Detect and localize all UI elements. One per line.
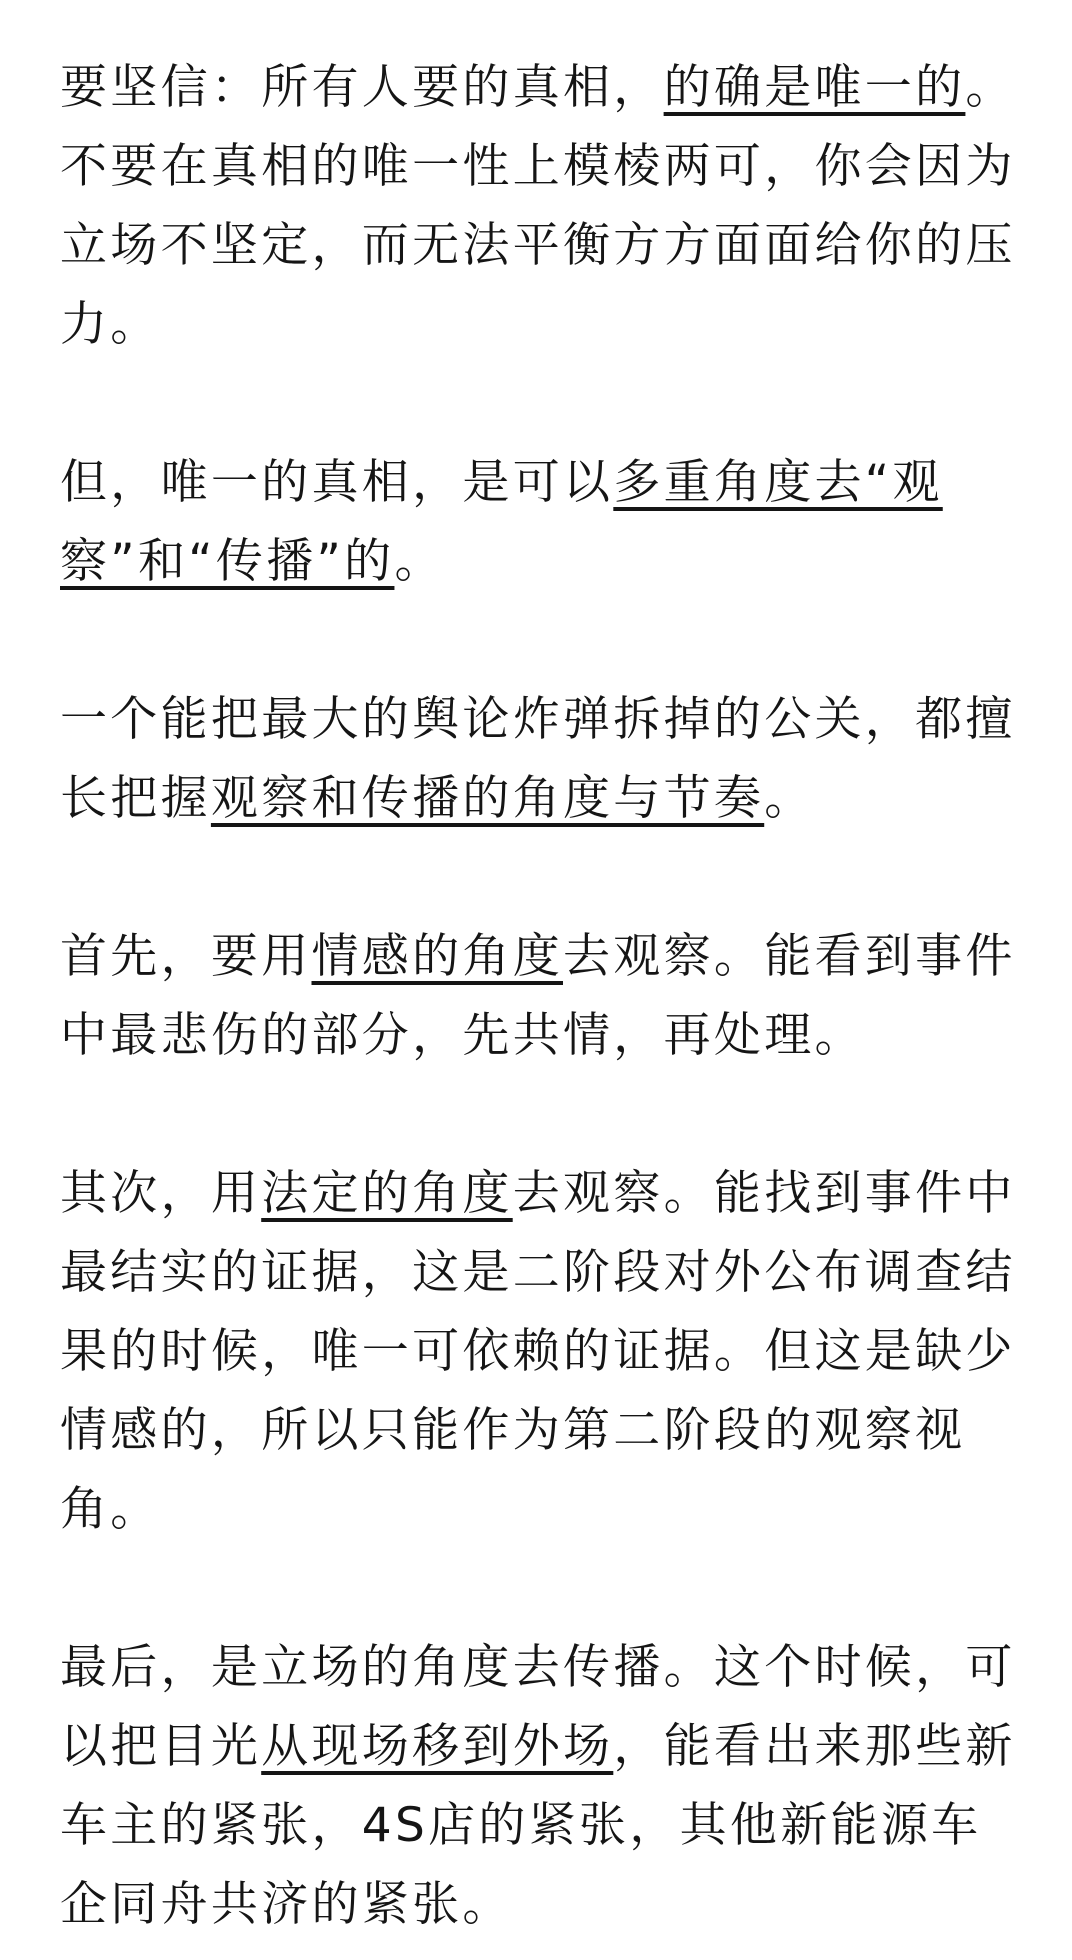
text-span: 但，唯一的真相，是可以	[60, 455, 614, 510]
underlined-text: 从现场移到外场	[261, 1719, 614, 1774]
text-span: 一个能把最大的舆论炸弹拆掉的公关，都擅长把握	[60, 692, 1016, 826]
article-body	[60, 48, 1020, 1944]
underlined-text: 法定的角度	[261, 1166, 513, 1221]
underlined-text: 的确是唯一的	[663, 60, 966, 115]
paragraph-3	[60, 680, 1020, 838]
underlined-text: 观察和传播的角度与节奏	[210, 771, 765, 826]
text-span: 其次，用	[60, 1166, 262, 1221]
text-span: 要坚信：所有人要的真相，	[60, 60, 664, 115]
text-span: 去观察。能看到事件中最悲伤的部分，先共情，再处理。	[60, 929, 1016, 1063]
text-span: 去观察。能找到事件中最结实的证据，这是二阶段对外公布调查结果的时候，唯一可依赖的证据。但这是缺少情感的，所以只能作为第二阶段的观察视角。	[60, 1166, 1016, 1537]
text-span: 。	[394, 534, 445, 589]
text-span: 。	[764, 771, 815, 826]
underlined-text: 多重角度去“观察”和“传播”的	[60, 455, 943, 589]
paragraph-2	[60, 443, 1020, 601]
paragraph-5	[60, 1154, 1020, 1549]
underlined-text: 情感的角度	[311, 929, 563, 984]
text-span: 首先，要用	[60, 929, 312, 984]
paragraph-1	[60, 48, 1020, 364]
text-span: ，能看出来那些新车主的紧张，4S店的紧张，其他新能源车企同舟共济的紧张。	[60, 1719, 1016, 1932]
paragraph-6	[60, 1628, 1020, 1944]
paragraph-4	[60, 917, 1020, 1075]
text-span: 。不要在真相的唯一性上模棱两可，你会因为立场不坚定，而无法平衡方方面面给你的压力。	[60, 60, 1016, 352]
text-span: 最后，是立场的角度去传播。这个时候，可以把目光	[60, 1640, 1016, 1774]
